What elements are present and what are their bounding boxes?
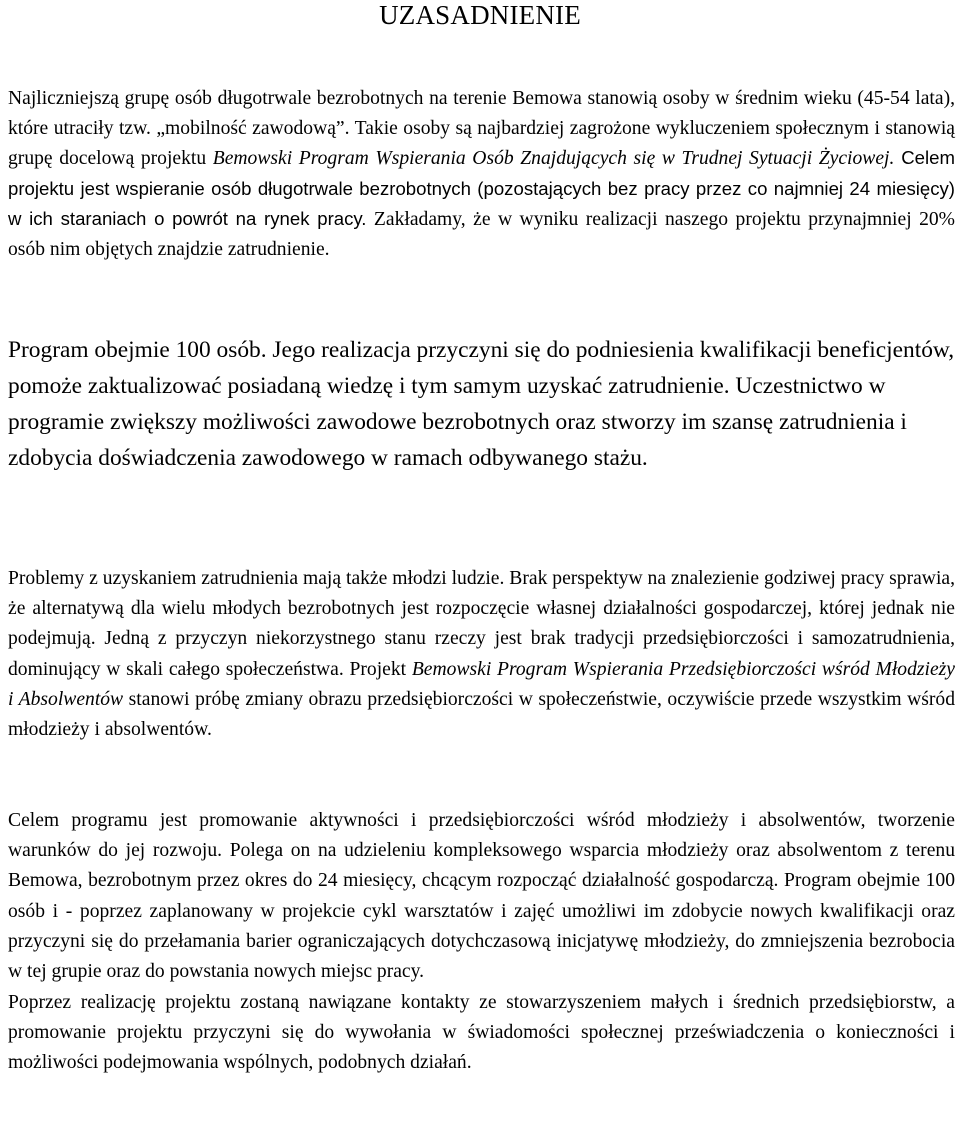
- paragraph-3-text-a: Problemy z uzyskaniem zatrudnienia mają także młodzi ludzie. Brak perspektyw na znalezienie godziwej pracy sprawia, że alternatywą dla wielu młodych bezrobotnych jest rozpoczęcie własnej działalności gospodarczej, której jednak nie podejmują. Jedną z przyczyn niekorzystnego stanu rzeczy jest brak tradycji przedsiębiorczości i samozatrudnienia, dominujący w skali całego społeczeństwa. Projekt: [8, 568, 955, 680]
- paragraph-1-text-c: Zakładamy, że w wyniku realizacji naszego projektu przynajmniej 20% osób nim objętych znajdzie zatrudnienie.: [8, 209, 955, 260]
- paragraph-1-text-a: Najliczniejszą grupę osób długotrwale bezrobotnych na terenie Bemowa stanowią osoby w średnim wieku (45-54 lata), które utraciły tzw. „mobilność zawodową”. Takie osoby są najbardziej zagrożone wykluczeniem społecznym i stanowią grupę docelową projektu: [8, 88, 955, 169]
- document-title: UZASADNIENIE: [379, 0, 581, 30]
- paragraph-1-text-b: Celem projektu jest wspieranie osób długotrwale bezrobotnych (pozostających bez pracy przez co najmniej 24 miesięcy) w ich staraniach o powrót na rynek pracy.: [8, 147, 955, 229]
- paragraph-3-text-b: stanowi próbę zmiany obrazu przedsiębiorczości w społeczeństwie, oczywiście przede wszystkim wśród młodzieży i absolwentów.: [8, 688, 956, 741]
- paragraph-3: [8, 564, 955, 745]
- paragraph-2: Program obejmie 100 osób. Jego realizacja przyczyni się do podniesienia kwalifikacji beneficjentów, pomoże zaktualizować posiadaną wiedzę i tym samym uzyskać zatrudnienie. Uczestnictwo w programie zwiększy możliwości zawodowe bezrobotnych oraz stworzy im szansę zatrudnienia i zdobycia doświadczenia zawodowego w ramach odbywanego stażu.: [8, 337, 955, 471]
- paragraph-4: Celem programu jest promowanie aktywności i przedsiębiorczości wśród młodzieży i absolwentów, tworzenie warunków do jej rozwoju. Polega on na udzieleniu kompleksowego wsparcia młodzieży oraz absolwentom z terenu Bemowa, bezrobotnym przez okres do 24 miesięcy, chcącym rozpocząć działalność gospodarczą. Program obejmie 100 osób i - poprzez zaplanowany w projekcie cykl warsztatów i zajęć umożliwi im zdobycie nowych kwalifikacji oraz przyczyni się do przełamania barier ograniczających dotychczasową inicjatywę młodzieży, do zmniejszenia bezrobocia w tej grupie oraz do powstania nowych miejsc pracy.: [8, 810, 955, 983]
- paragraph-1: [8, 84, 955, 264]
- paragraph-5: Poprzez realizację projektu zostaną nawiązane kontakty ze stowarzyszeniem małych i średnich przedsiębiorstw, a promowanie projektu przyczyni się do wywołania w świadomości społecznej przeświadczenia o konieczności i możliwości podejmowania wspólnych, podobnych działań.: [8, 992, 955, 1074]
- project-name-italic-1: Bemowski Program Wspierania Osób Znajdujących się w Trudnej Sytuacji Życiowej.: [212, 148, 895, 169]
- project-name-italic-2: Bemowski Program Wspierania Przedsiębiorczości wśród Młodzieży i Absolwentów: [8, 658, 955, 710]
